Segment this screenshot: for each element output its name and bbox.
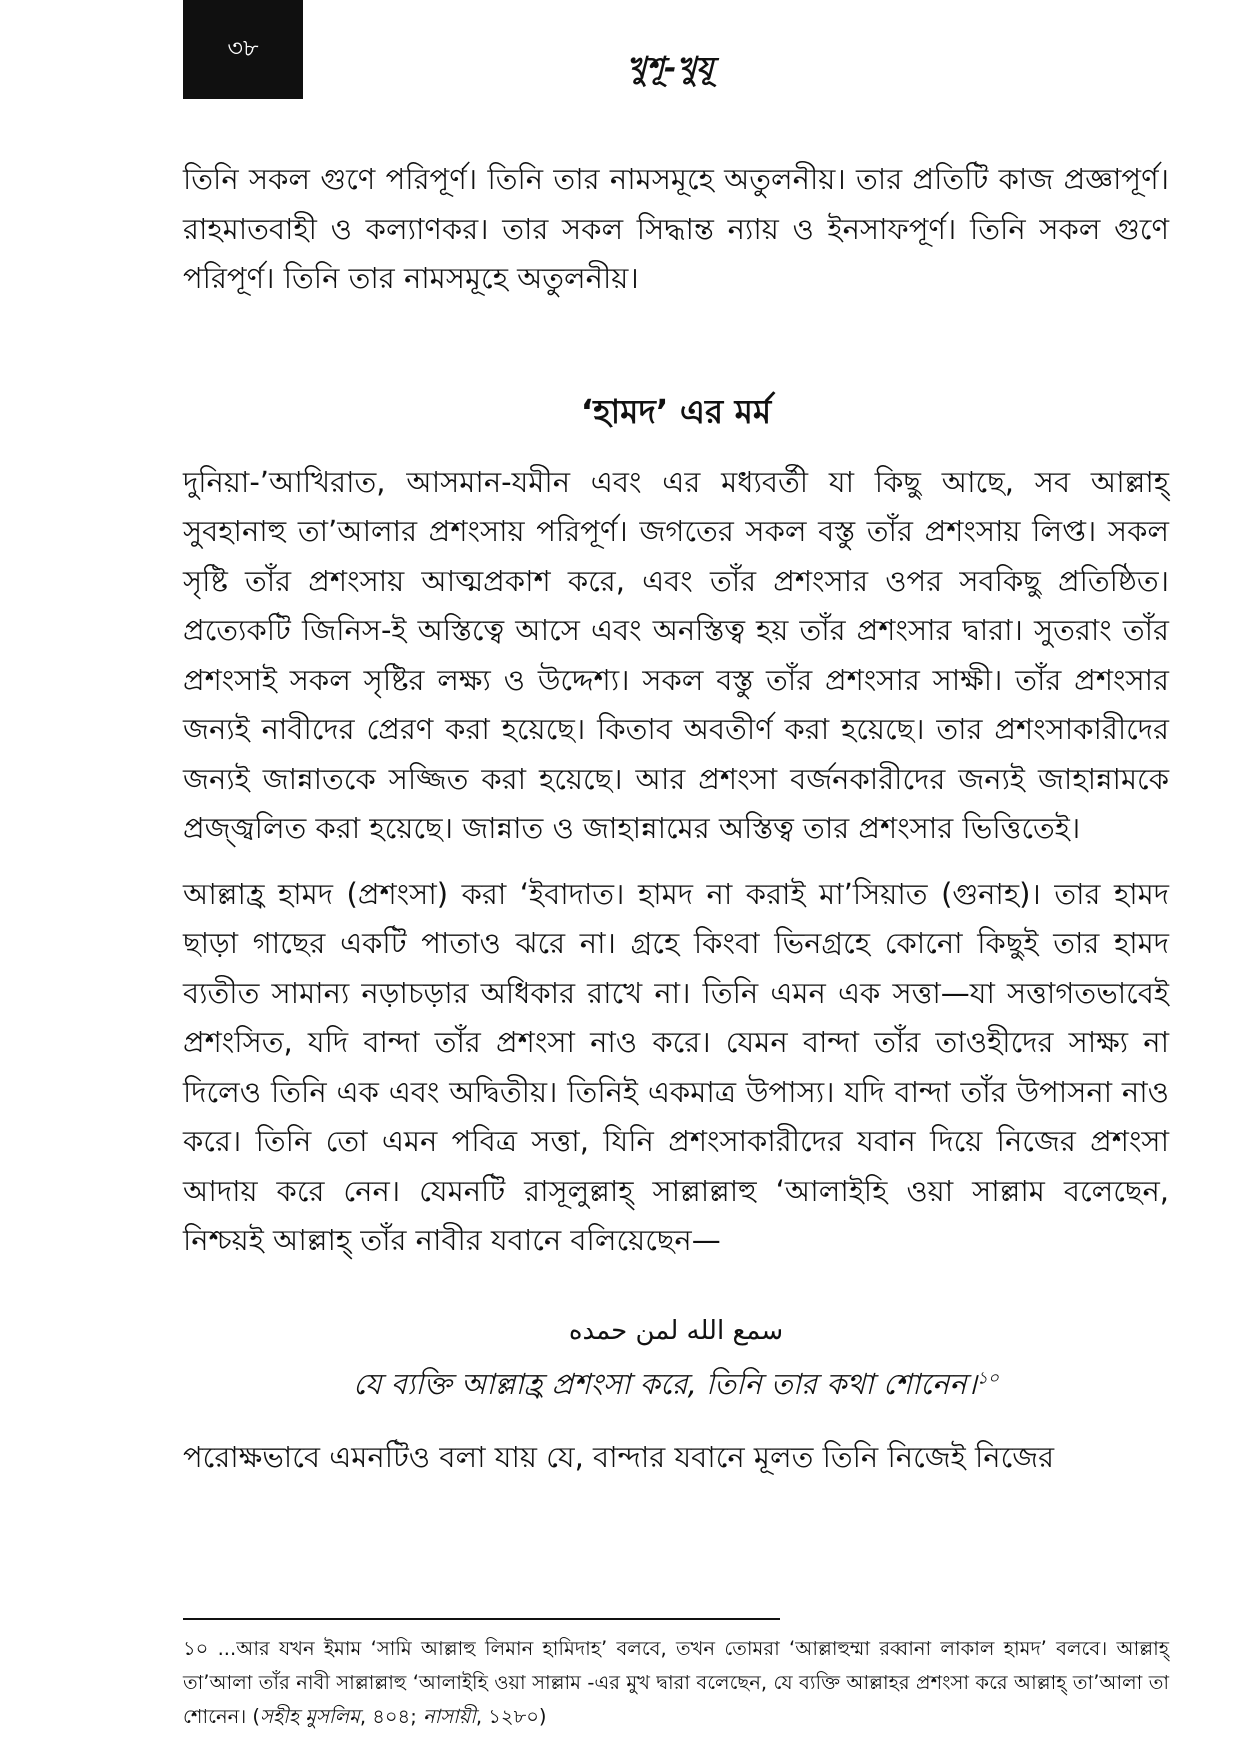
quote-translation <box>183 1362 1169 1411</box>
footnote-citation-number-2: , ১২৮০) <box>475 1705 547 1728</box>
footnote-citation-source-1: সহীহ মুসলিম <box>260 1705 360 1728</box>
section-heading: ‘হামদ’ এর মর্ম <box>580 391 772 431</box>
running-title: খুশূ-খুযূ <box>626 51 714 86</box>
footnote-text: ১০ ...আর যখন ইমাম ‘সামি আল্লাহু লিমান হামিদাহ’ বলবে, তখন তোমরা ‘আল্লাহুম্মা রব্বানা লাকাল হামদ’ বলবে। আল্লাহ্ তা’আলা তাঁর নাবী সাল্লাল্লাহু ‘আলাইহি ওয়া সাল্লাম -এর মুখ দ্বারা বলেছেন, যে ব্যক্তি আল্লাহর প্রশংসা করে আল্লাহ্ তা’আলা তা শোনেন। <box>183 1637 1169 1728</box>
page-body <box>183 155 1169 1482</box>
footnote-citation-number-1: , ৪০৪; <box>359 1705 423 1728</box>
footnote-reference: ১০ <box>976 1367 999 1388</box>
body-paragraph-2: আল্লাহ্র হামদ (প্রশংসা) করা ‘ইবাদাত। হামদ না করাই মা’সিয়াত (গুনাহ)। তার হামদ ছাড়া গাছের একটি পাতাও ঝরে না। গ্রহে কিংবা ভিনগ্রহে কোনো কিছুই তার হামদ ব্যতীত সামান্য নড়াচড়ার অধিকার রাখে না। তিনি এমন এক সত্তা—যা সত্তাগতভাবেই প্রশংসিত, যদি বান্দা তাঁর প্রশংসা নাও করে। যেমন বান্দা তাঁর তাওহীদের সাক্ষ্য না দিলেও তিনি এক এবং অদ্বিতীয়। তিনিই একমাত্র উপাস্য। যদি বান্দা তাঁর উপাসনা নাও করে। তিনি তো এমন পবিত্র সত্তা, যিনি প্রশংসাকারীদের যবান দিয়ে নিজের প্রশংসা আদায় করে নেন। যেমনটি রাসূলুল্লাহ্ সাল্লাল্লাহু ‘আলাইহি ওয়া সাল্লাম বলেছেন, নিশ্চয়ই আল্লাহ্ তাঁর নাবীর যবানে বলিয়েছেন— <box>183 876 1169 1257</box>
translation-text: যে ব্যক্তি আল্লাহ্র প্রশংসা করে, তিনি তার কথা শোনেন। <box>353 1366 977 1401</box>
arabic-quote: سمع الله لمن حمده <box>568 1315 784 1346</box>
body-paragraph-1: দুনিয়া-’আখিরাত, আসমান-যমীন এবং এর মধ্যবর্তী যা কিছু আছে, সব আল্লাহ্ সুবহানাহু তা’আলার প্রশংসায় পরিপূর্ণ। জগতের সকল বস্তু তাঁর প্রশংসায় লিপ্ত। সকল সৃষ্টি তাঁর প্রশংসায় আত্মপ্রকাশ করে, এবং তাঁর প্রশংসার ওপর সবকিছু প্রতিষ্ঠিত। প্রত্যেকটি জিনিস-ই অস্তিত্বে আসে এবং অনস্তিত্ব হয় তাঁর প্রশংসার দ্বারা। সুতরাং তাঁর প্রশংসাই সকল সৃষ্টির লক্ষ্য ও উদ্দেশ্য। সকল বস্তু তাঁর প্রশংসার সাক্ষী। তাঁর প্রশংসার জন্যই নাবীদের প্রেরণ করা হয়েছে। কিতাব অবতীর্ণ করা হয়েছে। তার প্রশংসাকারীদের জন্যই জান্নাতকে সজ্জিত করা হয়েছে। আর প্রশংসা বর্জনকারীদের জন্যই জাহান্নামকে প্রজ্জ্বলিত করা হয়েছে। জান্নাত ও জাহান্নামের অস্তিত্ব তার প্রশংসার ভিত্তিতেই। <box>183 464 1169 845</box>
footnote-divider <box>183 1618 780 1620</box>
intro-paragraph: তিনি সকল গুণে পরিপূর্ণ। তিনি তার নামসমূহে অতুলনীয়। তার প্রতিটি কাজ প্রজ্ঞাপূর্ণ। রাহমাতবাহী ও কল্যাণকর। তার সকল সিদ্ধান্ত ন্যায় ও ইনসাফপূর্ণ। তিনি সকল গুণে পরিপূর্ণ। তিনি তার নামসমূহে অতুলনীয়। <box>183 162 1169 295</box>
footnote-citation-open: ( <box>246 1705 261 1728</box>
footnote <box>183 1632 1169 1734</box>
page-number: ৩৮ <box>183 0 303 99</box>
footnote-citation-source-2: নাসায়ী <box>422 1705 476 1728</box>
body-paragraph-3: পরোক্ষভাবে এমনটিও বলা যায় যে, বান্দার যবানে মূলত তিনি নিজেই নিজের <box>183 1439 1055 1474</box>
